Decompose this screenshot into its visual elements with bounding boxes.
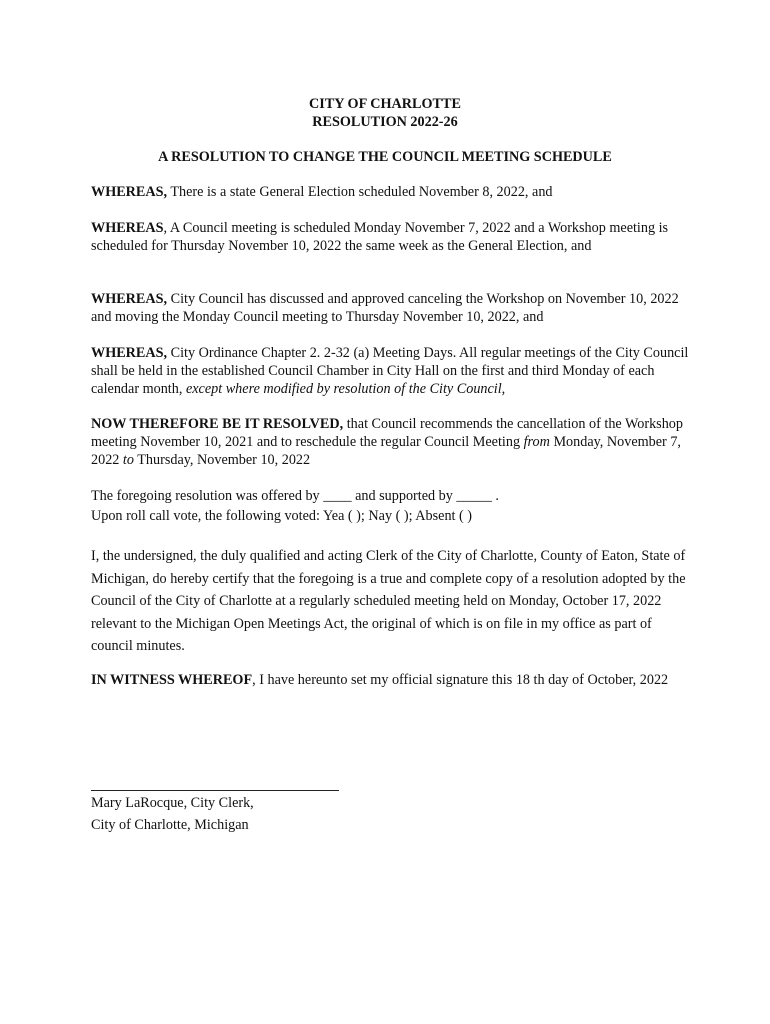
witness-paragraph: [91, 669, 691, 692]
whereas-lead: WHEREAS,: [91, 184, 168, 200]
resolved-text: Thursday, November 10, 2022: [133, 452, 311, 468]
resolved-text: Monday, November 7, 2022: [91, 434, 681, 468]
whereas-paragraph-2: [91, 219, 691, 255]
signature-org: City of Charlotte, Michigan: [91, 817, 249, 833]
resolved-text: that Council recommends the cancellation of the Workshop meeting November 10, 2021 and to reschedule the regular Council Meeting: [91, 416, 683, 450]
resolved-lead: NOW THEREFORE BE IT RESOLVED,: [91, 416, 344, 432]
signature-name: Mary LaRocque, City Clerk,: [91, 795, 254, 811]
whereas-lead: WHEREAS,: [91, 345, 168, 361]
whereas-italic-clause: except where modified by resolution of the City Council,: [185, 381, 506, 397]
resolution-title: A RESOLUTION TO CHANGE THE COUNCIL MEETING SCHEDULE: [158, 149, 612, 165]
city-heading: CITY OF CHARLOTTE: [309, 96, 461, 112]
resolved-from: from: [523, 434, 550, 450]
resolved-paragraph: [91, 415, 691, 469]
whereas-text: , A Council meeting is scheduled Monday November 7, 2022 and a Workshop meeting is scheduled for Thursday November 10, 2022 the same week as the General Election, and: [91, 220, 669, 254]
whereas-paragraph-1: [91, 183, 691, 201]
witness-text: , I have hereunto set my official signature this 18 th day of October, 2022: [252, 672, 669, 688]
certification-paragraph: I, the undersigned, the duly qualified and acting Clerk of the City of Charlotte, County of Eaton, State of Michigan, do hereby certify that the foregoing is a true and complete copy of a resolution adopted by the Council of the City of Charlotte at a regularly scheduled meeting held on Monday, October 17, 2022 relevant to the Michigan Open Meetings Act, the original of which is on file in my office as part of council minutes.: [91, 548, 686, 654]
whereas-lead: WHEREAS: [91, 220, 164, 236]
whereas-text: There is a state General Election scheduled November 8, 2022, and: [167, 184, 553, 200]
vote-line-1: The foregoing resolution was offered by ____ and supported by _____ .: [91, 488, 499, 504]
whereas-text: City Ordinance Chapter 2. 2-32 (a) Meeting Days. All regular meetings of the City Council shall be held in the established Council Chamber in City Hall on the first and third Monday of each calendar month,: [91, 345, 689, 397]
whereas-lead: WHEREAS,: [91, 291, 168, 307]
whereas-paragraph-4: [91, 344, 691, 398]
whereas-paragraph-3: [91, 290, 691, 326]
signature-line: [91, 790, 339, 791]
resolved-to: to: [122, 452, 134, 468]
witness-lead: IN WITNESS WHEREOF: [91, 672, 253, 688]
resolution-number: RESOLUTION 2022-26: [312, 114, 458, 130]
whereas-text: City Council has discussed and approved canceling the Workshop on November 10, 2022 and moving the Monday Council meeting to Thursday November 10, 2022, and: [91, 291, 679, 325]
vote-line-2: Upon roll call vote, the following voted: Yea ( ); Nay ( ); Absent ( ): [91, 508, 473, 524]
